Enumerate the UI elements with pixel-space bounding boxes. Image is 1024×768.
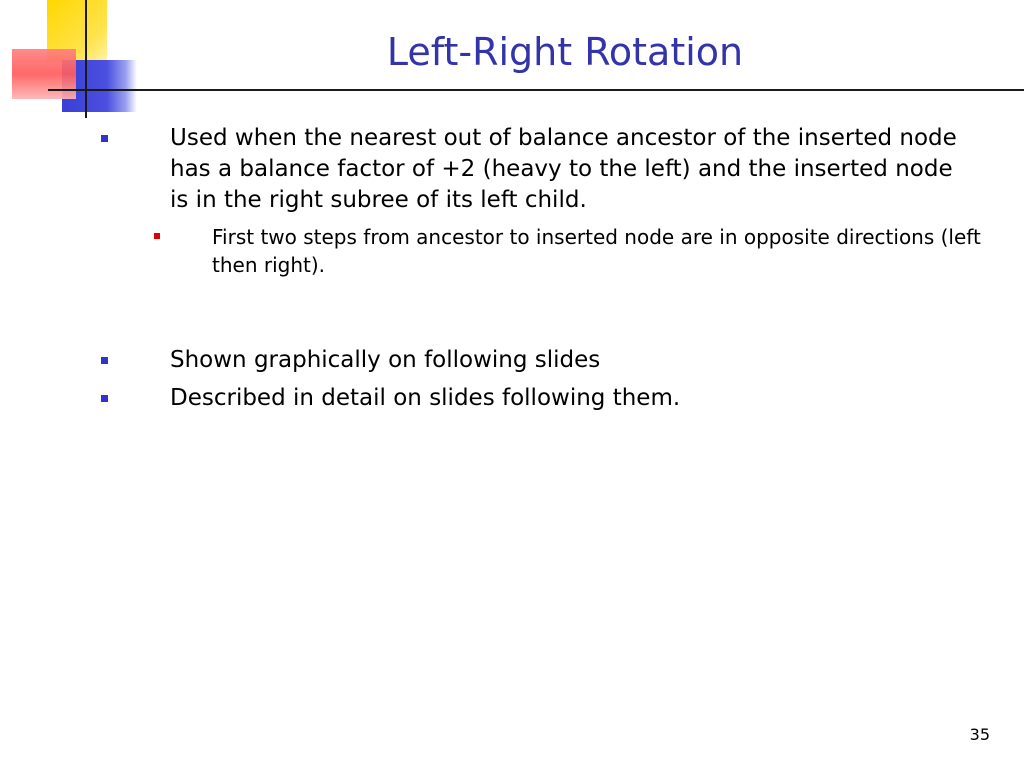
bullet-text: Used when the nearest out of balance ancestor of the inserted node has a balance factor of +2 (heavy to the left) and the inserted node is in the right subree of its left child. xyxy=(170,125,957,213)
corner-decoration xyxy=(0,0,150,120)
bullet-text: Described in detail on slides following them. xyxy=(170,385,681,411)
bullet-item xyxy=(170,123,970,216)
red-square-decoration xyxy=(12,49,76,99)
square-bullet-icon xyxy=(101,135,108,142)
bullet-item xyxy=(170,345,970,376)
bullet-text: Shown graphically on following slides xyxy=(170,347,601,373)
vertical-rule xyxy=(85,0,87,118)
sub-bullet-text: First two steps from ancestor to inserted node are in opposite directions (left then right). xyxy=(212,225,981,277)
sub-bullet-item xyxy=(212,223,982,279)
square-bullet-icon xyxy=(101,395,108,402)
square-bullet-icon xyxy=(154,233,160,239)
bullet-item xyxy=(170,383,970,414)
slide-title: Left-Right Rotation xyxy=(386,30,744,74)
page-number: 35 xyxy=(969,725,990,744)
square-bullet-icon xyxy=(101,357,108,364)
title-underline-rule xyxy=(48,89,1024,91)
